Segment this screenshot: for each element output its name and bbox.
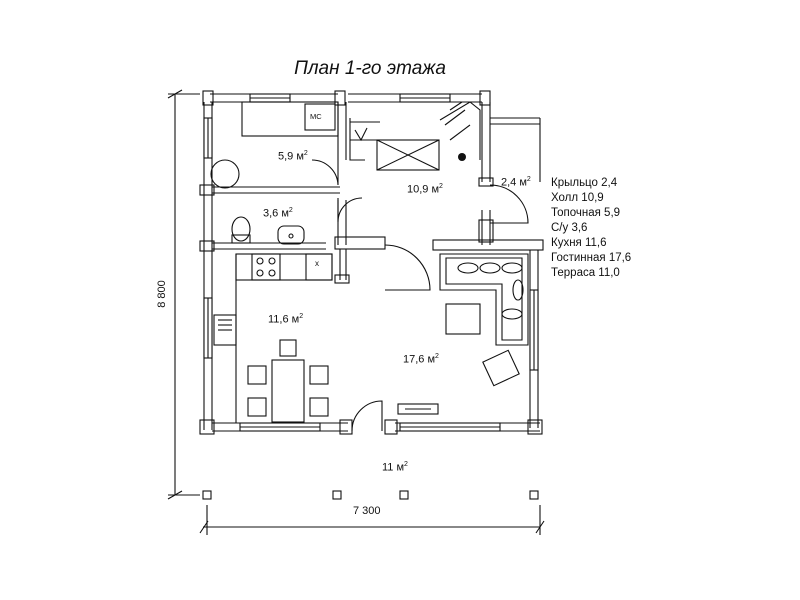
stair-outline	[440, 102, 480, 160]
legend-item: Кухня 11,6	[551, 237, 607, 249]
toilet-tank	[232, 235, 250, 243]
terrace-post	[530, 491, 538, 499]
sofa-inner	[446, 258, 522, 340]
area-boiler: 5,9 $м^2$	[278, 150, 308, 163]
dimension-width-label: 7 300	[353, 505, 381, 517]
door-porch	[490, 185, 528, 223]
sink	[278, 226, 304, 244]
area-porch: 2,4 $м^2$	[501, 176, 531, 189]
chimney-pipe	[458, 153, 466, 161]
coffee-table	[446, 304, 480, 334]
boiler-unit	[242, 102, 338, 136]
area-kitchen: 11,6 $м^2$	[268, 313, 304, 326]
legend-item: Крыльцо 2,4	[551, 177, 618, 189]
corner-sofa	[440, 254, 528, 345]
terrace-post	[203, 491, 211, 499]
wall-corner	[340, 420, 352, 434]
legend-item: Топочная 5,9	[551, 207, 621, 219]
area-bath: 3,6 $м^2$	[263, 207, 293, 220]
wall-corner	[385, 420, 397, 434]
dimension-vertical	[168, 90, 200, 499]
legend-item: Гостинная 17,6	[551, 252, 632, 264]
door-boiler	[312, 160, 338, 185]
appliance-tag: х	[315, 259, 319, 268]
stove	[252, 254, 280, 280]
chair	[310, 398, 328, 416]
armchair	[483, 350, 519, 385]
dimension-height-label: 8 800	[155, 280, 168, 308]
legend-item: С/у 3,6	[551, 222, 588, 234]
plan-title: План 1-го этажа	[294, 58, 446, 79]
wall-corner	[335, 275, 349, 283]
terrace-post	[333, 491, 341, 499]
door-terrace	[352, 401, 382, 431]
legend-item: Холл 10,9	[551, 192, 604, 204]
door-bath	[338, 198, 362, 222]
wall-corner	[335, 91, 345, 105]
boiler-tag: МС	[310, 112, 322, 121]
toilet	[232, 217, 250, 241]
area-hall: 10,9 $м^2$	[407, 183, 443, 196]
dining-table	[272, 360, 304, 422]
legend-item: Терраса 11,0	[551, 267, 620, 279]
interior-wall	[335, 237, 385, 249]
chair	[280, 340, 296, 356]
stair-arrow	[355, 128, 367, 140]
area-living: 17,6 $м^2$	[403, 353, 439, 366]
terrace-post	[400, 491, 408, 499]
appliance	[306, 254, 332, 280]
door-living	[385, 245, 430, 290]
chair	[248, 398, 266, 416]
water-tank	[211, 160, 239, 188]
stair-outline	[350, 118, 365, 160]
area-terrace: 11 $м^2$	[382, 461, 408, 474]
chair	[248, 366, 266, 384]
chair	[310, 366, 328, 384]
area-legend	[551, 176, 631, 281]
